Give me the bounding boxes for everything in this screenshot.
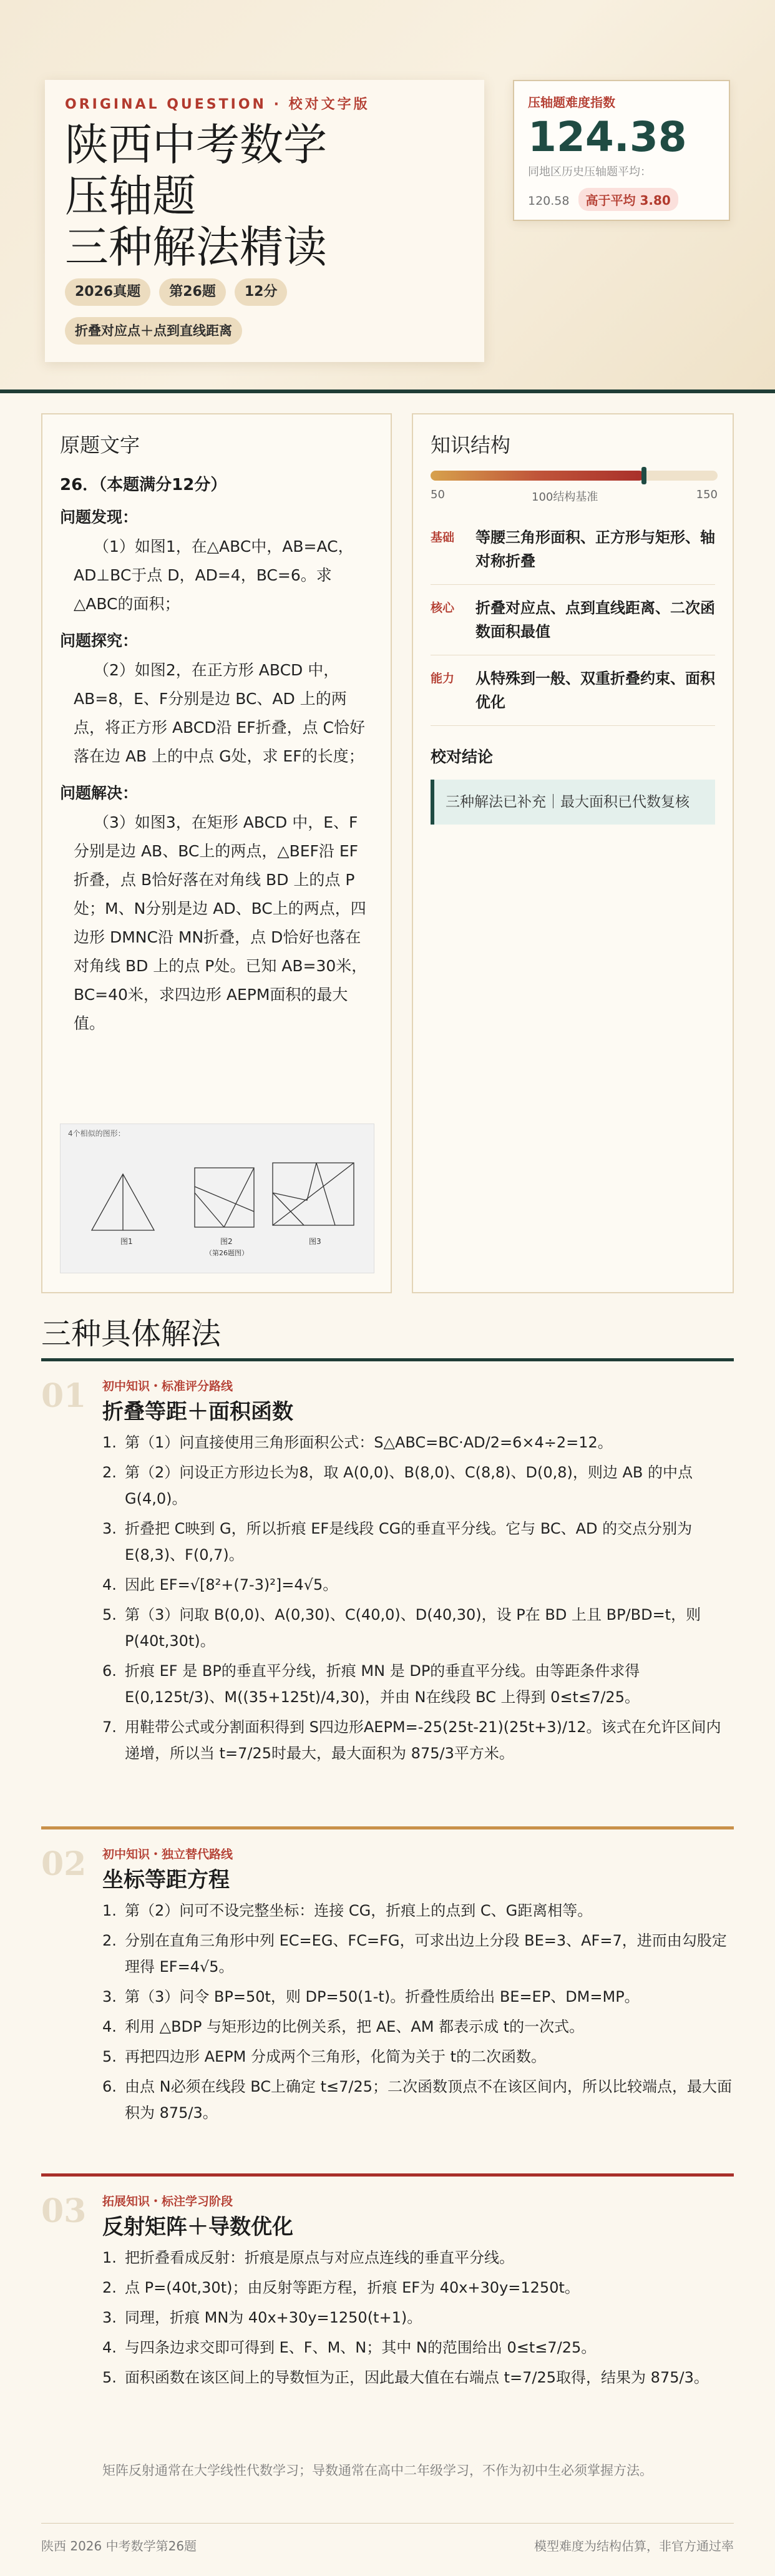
figure-label: 图2 — [220, 1237, 233, 1246]
figure-3-shape — [273, 1163, 354, 1225]
solution-step: 5. 再把四边形 AEPM 分成两个三角形，化简为关于 t的二次函数。 — [102, 2048, 547, 2065]
figure-drawing — [61, 1124, 375, 1274]
solution-2-divider — [41, 1826, 734, 1829]
section-label: 问题探究： — [60, 632, 139, 650]
difficulty-scale — [431, 471, 718, 514]
section-text: （3）如图3，在矩形 ABCD 中，E、F分别是边 AB、BC上的两点，△BEF沿 EF折叠，点 B恰好落在对角线 BD 上的点 P处；M、N分别是边 AD、BC上的两点，四边形 DMNC沿 MN折叠，点 D恰好也落在对角线 BD 上的点 P处。已知 AB=30米，BC=40米，求四边形 AEPM面积的最大值。 — [74, 813, 368, 1032]
solution-steps — [102, 1429, 733, 1770]
knowledge-row — [431, 516, 715, 585]
question-figure — [60, 1124, 374, 1273]
figure-bottom-caption: （第26题图） — [205, 1249, 248, 1257]
figure-2-shape — [195, 1168, 254, 1227]
figure-1-shape — [92, 1174, 154, 1230]
solution-step: 3. 折叠把 C映到 G，所以折痕 EF是线段 CG的垂直平分线。它与 BC、AD 的交点分别为 E(8,3)、F(0,7)。 — [102, 1520, 693, 1564]
section-label: 问题解决： — [60, 784, 139, 802]
difficulty-card — [513, 80, 730, 221]
solution-step: 5. 第（3）问取 B(0,0)、A(0,30)、C(40,0)、D(40,30)，设 P在 BD 上且 BP/BD=t，则 P(40t,30t)。 — [102, 1606, 701, 1650]
eyebrow: ORIGINAL QUESTION · 校对文字版 — [65, 97, 370, 112]
solution-number: 03 — [41, 2192, 87, 2230]
page-header — [0, 0, 775, 393]
knowledge-row — [431, 657, 715, 726]
solution-heading: 折叠等距＋面积函数 — [102, 1399, 293, 1424]
hero-card — [45, 80, 484, 362]
average-label: 同地区历史压轴题平均： — [528, 165, 651, 179]
title-line: 三种解法精读 — [65, 222, 327, 273]
difficulty-label: 压轴题难度指数 — [528, 95, 615, 110]
solution-step: 6. 折痕 EF 是 BP的垂直平分线，折痕 MN 是 DP的垂直平分线。由等距条件求得 E(0,125t/3)、M((35+125t)/4,30)，并由 N在线段 BC 上得到 0≤t≤7/25。 — [102, 1662, 640, 1706]
footer-left: 陕西 2026 中考数学第26题 — [41, 2539, 197, 2554]
solutions-title: 三种具体解法 — [41, 1316, 222, 1351]
section-label: 问题发现： — [60, 508, 139, 526]
tag-year: 2026真题 — [65, 278, 150, 306]
solution-step: 6. 由点 N必须在线段 BC上确定 t≤7/25；二次函数顶点不在该区间内，所以比较端点，最大面积为 875/3。 — [102, 2078, 733, 2122]
solution-meta: 初中知识・标准评分路线 — [102, 1379, 233, 1393]
solution-step: 7. 用鞋带公式或分割面积得到 S四边形AEPM=-25(25t-21)(25t+3)/12。该式在允许区间内递增，所以当 t=7/25时最大，最大面积为 875/3平方米。 — [102, 1718, 721, 1762]
solution-step: 3. 第（3）问令 BP=50t，则 DP=50(1-t)。折叠性质给出 BE=EP、DM=MP。 — [102, 1988, 640, 2005]
title-line: 压轴题 — [65, 170, 196, 222]
panel-title: 原题文字 — [60, 433, 140, 457]
solution-steps — [102, 2245, 733, 2394]
solution-note: 矩阵反射通常在大学线性代数学习；导数通常在高中二年级学习，不作为初中生必须掌握方法。 — [102, 2463, 653, 2478]
solution-heading: 反射矩阵＋导数优化 — [102, 2215, 293, 2240]
question-heading: 26．（本题满分12分） — [60, 476, 227, 494]
figure-label: 图1 — [120, 1237, 133, 1246]
solution-steps — [102, 1898, 733, 2130]
figure-label: 图3 — [309, 1237, 321, 1246]
knowledge-panel — [412, 413, 734, 1293]
conclusion-box: 三种解法已补充｜最大面积已代数复核 — [431, 780, 715, 825]
scale-fill — [431, 471, 644, 481]
knowledge-text: 等腰三角形面积、正方形与矩形、轴对称折叠 — [475, 529, 715, 570]
scale-marker — [641, 467, 646, 484]
solution-3 — [41, 2180, 734, 2517]
solution-step: 2. 点 P=(40t,30t)；由反射等距方程，折痕 EF为 40x+30y=1250t。 — [102, 2279, 580, 2296]
solution-heading: 坐标等距方程 — [102, 1868, 230, 1893]
knowledge-text: 折叠对应点、点到直线距离、二次函数面积最值 — [475, 599, 715, 640]
original-question-panel — [41, 413, 392, 1293]
conclusion-title: 校对结论 — [431, 748, 494, 766]
solution-step: 4. 因此 EF=√[8²+(7-3)²]=4√5。 — [102, 1576, 338, 1594]
knowledge-row — [431, 586, 715, 655]
tag-score: 12分 — [235, 278, 288, 306]
solution-number: 01 — [41, 1377, 87, 1415]
scale-min: 50 — [431, 488, 445, 501]
tag-list — [65, 278, 296, 345]
page-footer — [41, 2523, 734, 2554]
solution-number: 02 — [41, 1845, 87, 1883]
tag-topic: 折叠对应点＋点到直线距离 — [65, 317, 242, 345]
knowledge-label: 基础 — [431, 531, 455, 544]
solution-step: 1. 第（1）问直接使用三角形面积公式：S△ABC=BC·AD/2=6×4÷2=12。 — [102, 1434, 613, 1451]
solution-step: 3. 同理，折痕 MN为 40x+30y=1250(t+1)。 — [102, 2309, 422, 2326]
solution-step: 5. 面积函数在该区间上的导数恒为正，因此最大值在右端点 t=7/25取得，结果为 875/3。 — [102, 2369, 709, 2386]
solution-meta: 拓展知识・标注学习阶段 — [102, 2195, 233, 2208]
solution-2 — [41, 1833, 734, 2157]
average-value: 120.58 — [528, 194, 570, 208]
average-row — [528, 188, 715, 211]
figure-top-caption: 4个相似的图形： — [68, 1129, 125, 1138]
solution-step: 2. 第（2）问设正方形边长为8，取 A(0,0)、B(8,0)、C(8,8)、D(0,8)，则边 AB 的中点 G(4,0)。 — [102, 1464, 693, 1507]
footer-right: 模型难度为结构估算，非官方通过率 — [534, 2539, 734, 2554]
knowledge-text: 从特殊到一般、双重折叠约束、面积优化 — [475, 670, 715, 711]
difficulty-value: 124.38 — [528, 113, 687, 161]
knowledge-label: 能力 — [431, 672, 455, 685]
scale-track — [431, 471, 718, 481]
tag-question: 第26题 — [159, 278, 226, 306]
solution-1 — [41, 1364, 734, 1839]
title-line: 陕西中考数学 — [65, 119, 327, 170]
scale-max: 150 — [696, 488, 718, 501]
section-text: （1）如图1，在△ABC中，AB=AC，AD⊥BC于点 D，AD=4，BC=6。求△ABC的面积； — [74, 537, 354, 613]
solution-1-divider — [41, 1358, 734, 1361]
above-average-badge: 高于平均 3.80 — [578, 188, 678, 211]
solution-step: 1. 把折叠看成反射：折痕是原点与对应点连线的垂直平分线。 — [102, 2249, 514, 2266]
solution-step: 2. 分别在直角三角形中列 EC=EG、FC=FG，可求出边上分段 BE=3、AF=7，进而由勾股定理得 EF=4√5。 — [102, 1932, 727, 1976]
solution-meta: 初中知识・独立替代路线 — [102, 1848, 233, 1861]
solution-step: 4. 与四条边求交即可得到 E、F、M、N；其中 N的范围给出 0≤t≤7/25。 — [102, 2339, 597, 2356]
page-title — [65, 119, 464, 273]
section-text: （2）如图2，在正方形 ABCD 中，AB=8，E、F分别是边 BC、AD 上的两点，将正方形 ABCD沿 EF折叠，点 C恰好落在边 AB 上的中点 G处，求 EF的长度； — [74, 661, 365, 765]
solution-step: 4. 利用 △BDP 与矩形边的比例关系，把 AE、AM 都表示成 t的一次式。 — [102, 2018, 585, 2035]
panel-title: 知识结构 — [431, 433, 511, 457]
knowledge-label: 核心 — [431, 601, 455, 615]
scale-mid: 100结构基准 — [532, 491, 598, 504]
solution-3-divider — [41, 2173, 734, 2177]
solution-step: 1. 第（2）问可不设完整坐标：连接 CG，折痕上的点到 C、G距离相等。 — [102, 1902, 593, 1919]
